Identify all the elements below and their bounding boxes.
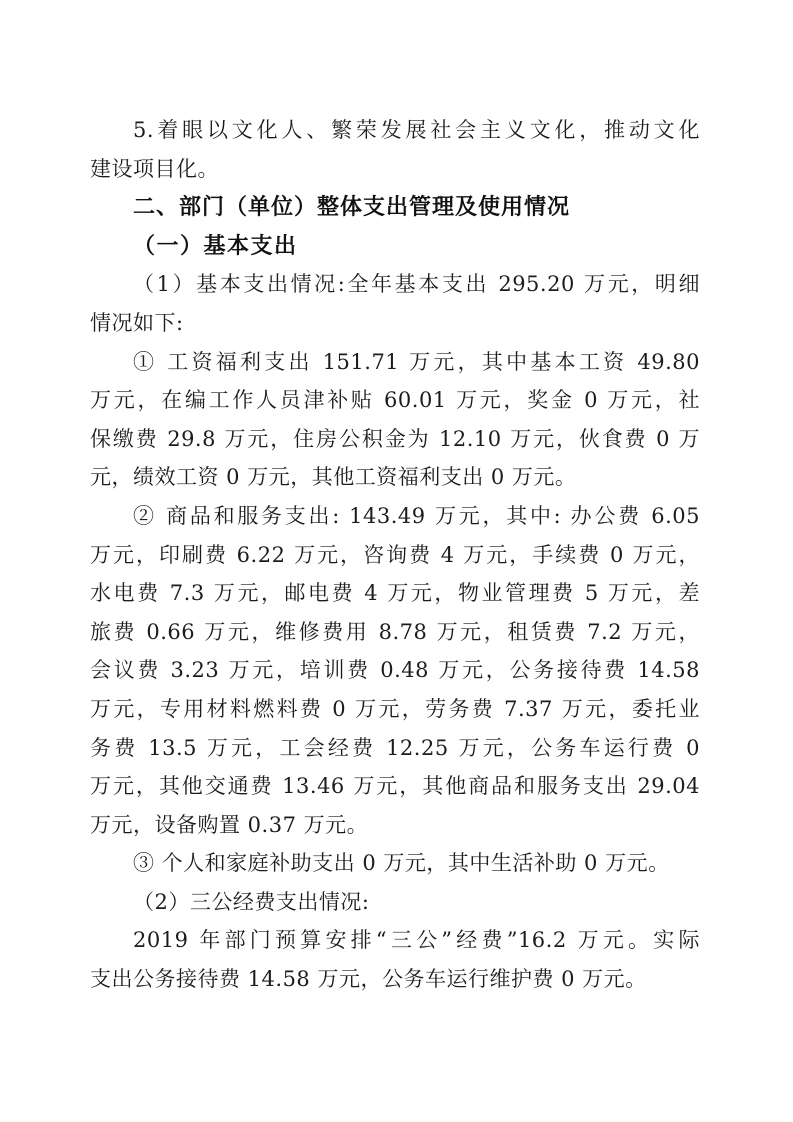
paragraph-line: 务费 13.5 万元，工会经费 12.25 万元，公务车运行费 0 bbox=[90, 735, 700, 760]
paragraph-line: 建设项目化。 bbox=[90, 156, 219, 181]
paragraph-line: 万元，在编工作人员津补贴 60.01 万元，奖金 0 万元，社 bbox=[90, 388, 700, 413]
paragraph-line: 万元，其他交通费 13.46 万元，其他商品和服务支出 29.04 bbox=[90, 774, 700, 799]
subsection-heading: （一）基本支出 bbox=[133, 232, 298, 259]
paragraph-line: （1）基本支出情况:全年基本支出 295.20 万元，明细 bbox=[133, 272, 700, 297]
paragraph-line: 5.着眼以文化人、繁荣发展社会主义文化，推动文化 bbox=[133, 118, 700, 142]
paragraph-line: 会议费 3.23 万元，培训费 0.48 万元，公务接待费 14.58 bbox=[90, 658, 700, 683]
paragraph-line: ① 工资福利支出 151.71 万元，其中基本工资 49.80 bbox=[133, 349, 700, 374]
paragraph-line: 旅费 0.66 万元，维修费用 8.78 万元，租赁费 7.2 万元， bbox=[90, 619, 700, 644]
paragraph-line: ② 商品和服务支出: 143.49 万元，其中: 办公费 6.05 bbox=[133, 503, 700, 528]
paragraph-line: 情况如下: bbox=[90, 310, 184, 335]
section-heading: 二、部门（单位）整体支出管理及使用情况 bbox=[133, 194, 571, 220]
paragraph-line: 保缴费 29.8 万元，住房公积金为 12.10 万元，伙食费 0 万 bbox=[90, 426, 700, 451]
paragraph-line: 支出公务接待费 14.58 万元，公务车运行维护费 0 万元。 bbox=[90, 967, 647, 992]
paragraph-line: 元，绩效工资 0 万元，其他工资福利支出 0 万元。 bbox=[90, 465, 577, 490]
paragraph-line: 水电费 7.3 万元，邮电费 4 万元，物业管理费 5 万元，差 bbox=[90, 581, 700, 606]
paragraph-line: 2019 年部门预算安排“三公”经费”16.2 万元。实际 bbox=[133, 928, 700, 953]
paragraph-line: ③ 个人和家庭补助支出 0 万元，其中生活补助 0 万元。 bbox=[133, 851, 670, 876]
paragraph-line: 万元，印刷费 6.22 万元，咨询费 4 万元，手续费 0 万元， bbox=[90, 542, 700, 567]
paragraph-line: 万元，专用材料燃料费 0 万元，劳务费 7.37 万元，委托业 bbox=[90, 696, 700, 721]
paragraph-line: （2）三公经费支出情况: bbox=[133, 889, 370, 914]
paragraph-line: 万元，设备购置 0.37 万元。 bbox=[90, 812, 369, 837]
